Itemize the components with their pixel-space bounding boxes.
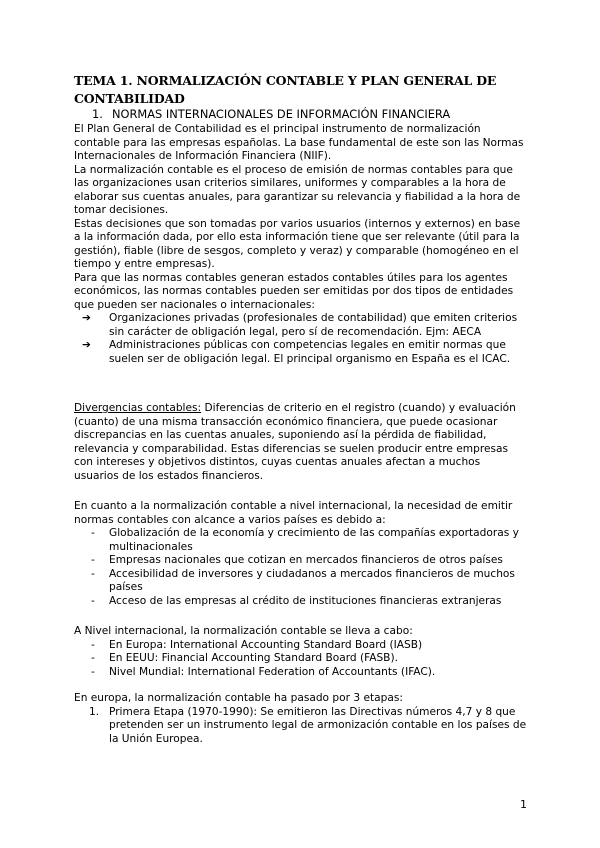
list-item-text: En Europa: International Accounting Standard Board (IASB) xyxy=(109,638,423,651)
stages-list xyxy=(74,706,528,747)
list-item xyxy=(74,666,528,680)
bodies-block xyxy=(74,625,528,679)
dash-bullet: - xyxy=(91,567,95,580)
paragraph-usuarios: Estas decisiones que son tomadas por varios usuarios (internos y externos) en base a la información dada, por ello esta información tiene que ser relevante (útil para la gestión), fiable (libre de sesgos, completo y veraz) y comparable (homogéneo en el tiempo y entre empresas). xyxy=(74,217,521,270)
section-number: 1. xyxy=(92,107,103,121)
paragraph-etapas: En europa, la normalización contable ha pasado por 3 etapas: xyxy=(74,692,403,704)
stages-block xyxy=(74,692,528,746)
list-item-text: Primera Etapa (1970-1990): Se emitieron las Directivas números 4,7 y 8 que pretenden ser un instrumento legal de armonización contable en los países de la Unión Europea. xyxy=(109,705,527,745)
list-item xyxy=(74,554,528,568)
list-item-text: En EEUU: Financial Accounting Standard Board (FASB). xyxy=(109,652,398,664)
international-block xyxy=(74,500,528,608)
paragraph-nivel-internacional: A Nivel internacional, la normalización contable se lleva a cabo: xyxy=(74,625,413,637)
dash-bullet: - xyxy=(91,652,95,664)
list-item xyxy=(74,527,528,554)
list-item xyxy=(74,639,528,653)
section-title: NORMAS INTERNACIONALES DE INFORMACIÓN FINANCIERA xyxy=(112,107,451,121)
page-title: TEMA 1. NORMALIZACIÓN CONTABLE Y PLAN GENERAL DE CONTABILIDAD xyxy=(74,73,497,106)
reasons-list xyxy=(74,527,528,608)
paragraph-internacional: En cuanto a la normalización contable a nivel internacional, la necesidad de emitir normas contables con alcance a varios países es debido a: xyxy=(74,500,513,526)
stage-number: 1. xyxy=(89,705,100,718)
paragraph-entidades: Para que las normas contables generan estados contables útiles para los agentes económicos, las normas contables pueden ser emitidas por dos tipos de entidades que pueden ser nacionales o internacionales: xyxy=(74,271,514,311)
list-item-text: Administraciones públicas con competencias legales en emitir normas que suelen ser de obligación legal. El principal organismo en España es el ICAC. xyxy=(109,339,511,365)
paragraph-normalizacion: La normalización contable es el proceso de emisión de normas contables para que las organizaciones usan criterios similares, uniformes y comparables a la hora de elaborar sus cuentas anuales, para garantizar su relevancia y fiabilidad a la hora de tomar decisiones. xyxy=(74,163,521,216)
dash-bullet: - xyxy=(91,594,95,607)
list-item xyxy=(74,339,528,366)
divergencias-term: Divergencias contables: xyxy=(74,402,202,414)
dash-bullet: - xyxy=(91,638,95,651)
section-heading xyxy=(92,108,450,122)
list-item-text: Acceso de las empresas al crédito de instituciones financieras extranjeras xyxy=(109,594,502,607)
dash-bullet: - xyxy=(91,527,95,539)
arrow-icon: ➔ xyxy=(82,312,91,324)
list-item xyxy=(74,595,528,609)
list-item-text: Nivel Mundial: International Federation of Accountants (IFAC). xyxy=(109,665,436,678)
dash-bullet: - xyxy=(91,665,95,678)
entity-type-list xyxy=(74,312,528,366)
page-number: 1 xyxy=(520,798,527,811)
list-item-text: Globalización de la economía y crecimiento de las compañías exportadoras y multinacionales xyxy=(109,527,519,553)
list-item-text: Empresas nacionales que cotizan en mercados financieros de otros países xyxy=(109,554,503,566)
list-item xyxy=(74,312,528,339)
divergencias-definition: Diferencias de criterio en el registro (cuando) y evaluación (cuanto) de una misma transacción económico financiera, que puede ocasionar discrepancias en las cuentas anuales, suponiendo así la pérdida de fiabilidad, relevancia y comparabilidad. Estas diferencias se suelen producir entre empresas con intereses y objetivos distintos, cuyas cuentas anuales afectan a muchos usuarios de los estados financieros. xyxy=(74,402,516,482)
dash-bullet: - xyxy=(91,554,95,566)
list-item-text: Organizaciones privadas (profesionales de contabilidad) que emiten criterios sin carácter de obligación legal, pero sí de recomendación. Ejm: AECA xyxy=(109,312,518,338)
intro-block xyxy=(74,123,528,366)
divergencias-block xyxy=(74,402,528,483)
paragraph-divergencias xyxy=(74,402,528,483)
list-item-text: Accesibilidad de inversores y ciudadanos a mercados financieros de muchos países xyxy=(109,567,515,593)
list-item xyxy=(74,568,528,595)
standard-bodies-list xyxy=(74,639,528,680)
list-item xyxy=(74,706,528,747)
arrow-icon: ➔ xyxy=(82,339,91,351)
paragraph-niif: El Plan General de Contabilidad es el principal instrumento de normalización contable para las empresas españolas. La base fundamental de este son las Normas Internacionales de Información Financiera (NIIF). xyxy=(74,123,524,162)
list-item xyxy=(74,652,528,666)
